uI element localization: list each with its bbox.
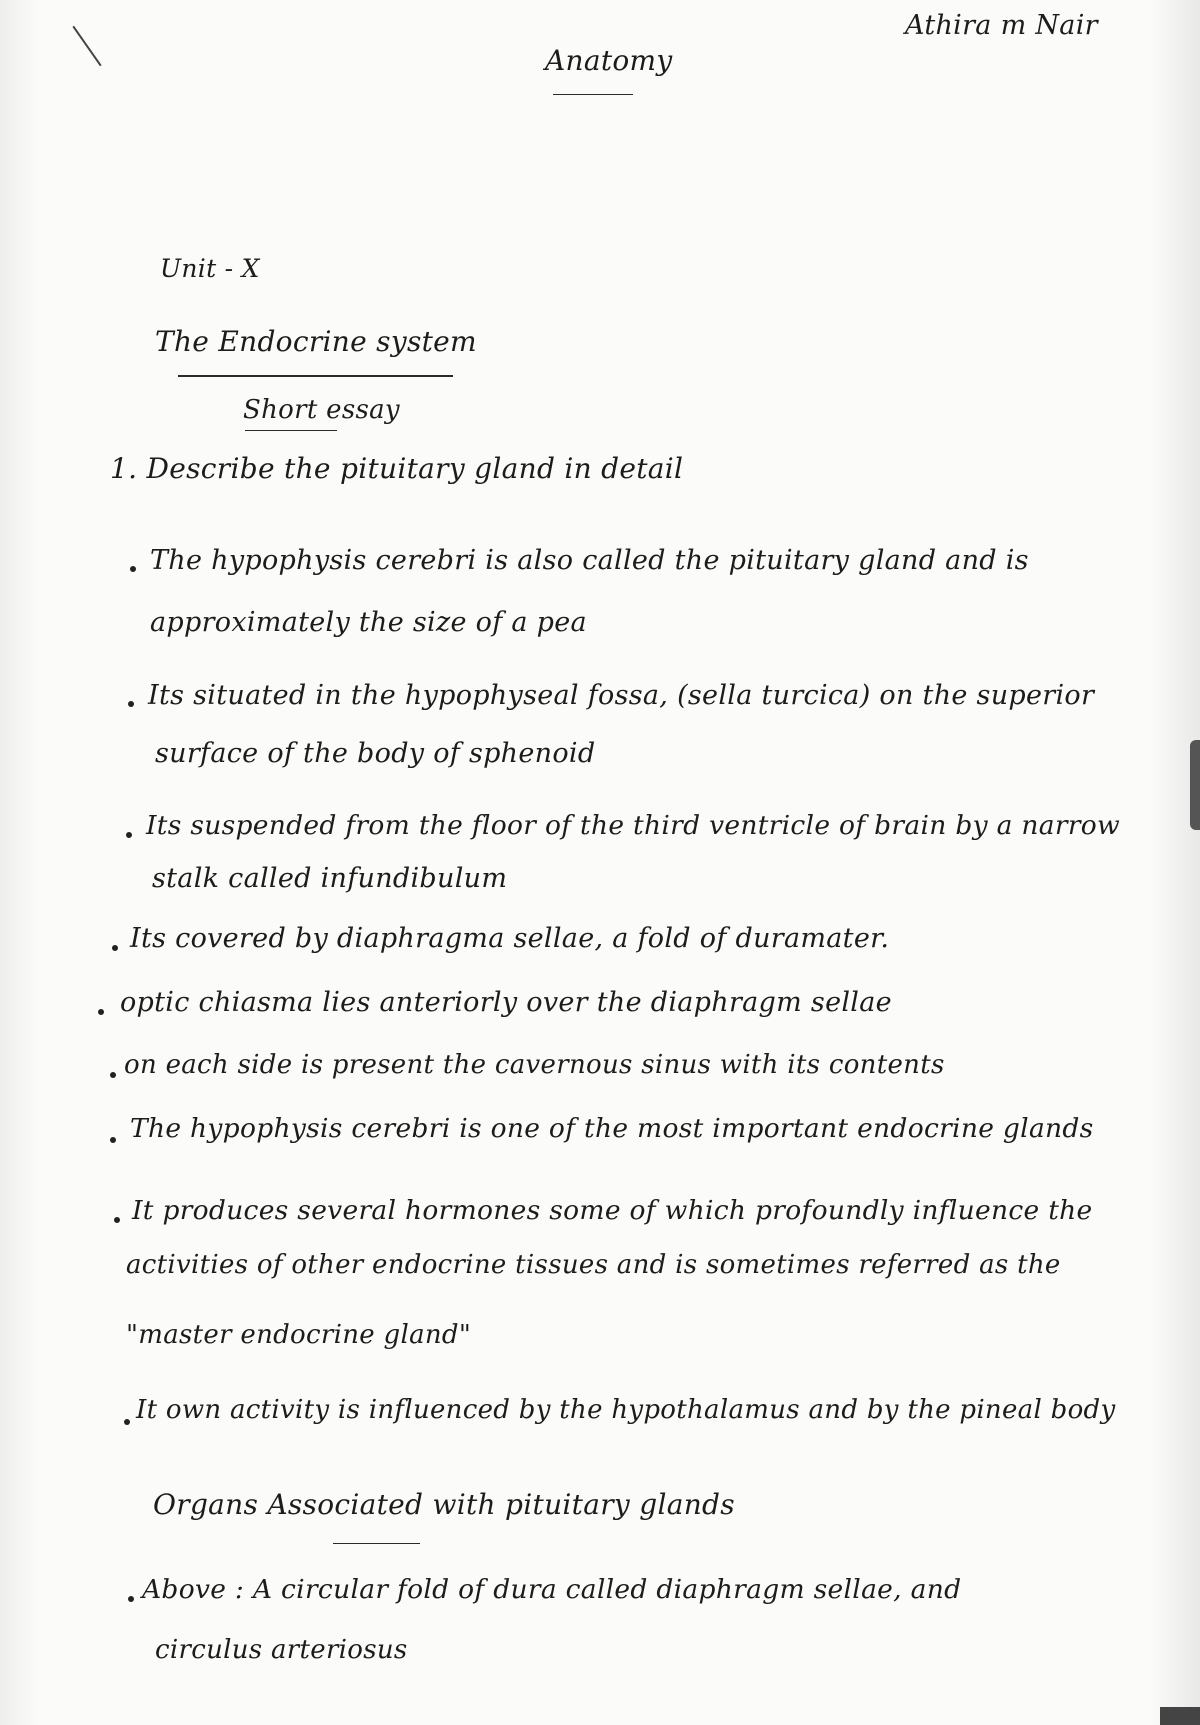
point-line: on each side is present the cavernous sinus with its contents	[124, 1050, 945, 1080]
subject-title: Anatomy	[545, 44, 673, 77]
bullet-marker	[110, 1072, 116, 1078]
organ-point-line: Above : A circular fold of dura called diaphragm sellae, and	[142, 1574, 962, 1605]
chapter-underline	[178, 375, 453, 377]
page-edge-shadow	[1190, 740, 1200, 830]
point-line: Its suspended from the floor of the third ventricle of brain by a narrow	[146, 810, 1121, 841]
point-line: Its covered by diaphragma sellae, a fold of duramater.	[130, 923, 890, 954]
bullet-marker	[112, 945, 118, 951]
point-line: stalk called infundibulum	[152, 863, 508, 894]
unit-label: Unit - X	[160, 254, 260, 283]
point-line: activities of other endocrine tissues and is sometimes referred as the	[126, 1250, 1061, 1280]
subheading: Organs Associated with pituitary glands	[153, 1488, 735, 1521]
bullet-marker	[128, 1596, 134, 1602]
bullet-marker	[130, 566, 136, 572]
subject-underline	[553, 94, 633, 95]
point-line: optic chiasma lies anteriorly over the diaphragm sellae	[120, 987, 892, 1018]
point-line: "master endocrine gland"	[126, 1320, 472, 1350]
bullet-marker	[110, 1137, 116, 1143]
page-corner-shadow	[1160, 1707, 1200, 1725]
point-line: The hypophysis cerebri is one of the most important endocrine glands	[130, 1113, 1094, 1144]
section-underline	[245, 430, 337, 431]
bullet-marker	[98, 1009, 104, 1015]
point-line: surface of the body of sphenoid	[155, 738, 596, 769]
section-label: Short essay	[243, 395, 400, 425]
chapter-title: The Endocrine system	[155, 325, 477, 358]
point-line: It own activity is influenced by the hypothalamus and by the pineal body	[136, 1395, 1116, 1425]
pen-stroke-mark	[72, 26, 101, 66]
subheading-underline	[333, 1543, 420, 1544]
question-heading: 1. Describe the pituitary gland in detail	[110, 452, 684, 485]
bullet-marker	[128, 701, 134, 707]
point-line: It produces several hormones some of which profoundly influence the	[132, 1195, 1093, 1226]
bullet-marker	[126, 832, 132, 838]
bullet-marker	[124, 1419, 130, 1425]
author-name: Athira m Nair	[905, 10, 1098, 41]
organ-point-line: circulus arteriosus	[155, 1635, 408, 1665]
point-line: approximately the size of a pea	[150, 607, 587, 638]
bullet-marker	[114, 1217, 120, 1223]
point-line: Its situated in the hypophyseal fossa, (sella turcica) on the superior	[148, 680, 1095, 711]
point-line: The hypophysis cerebri is also called the pituitary gland and is	[150, 545, 1029, 576]
